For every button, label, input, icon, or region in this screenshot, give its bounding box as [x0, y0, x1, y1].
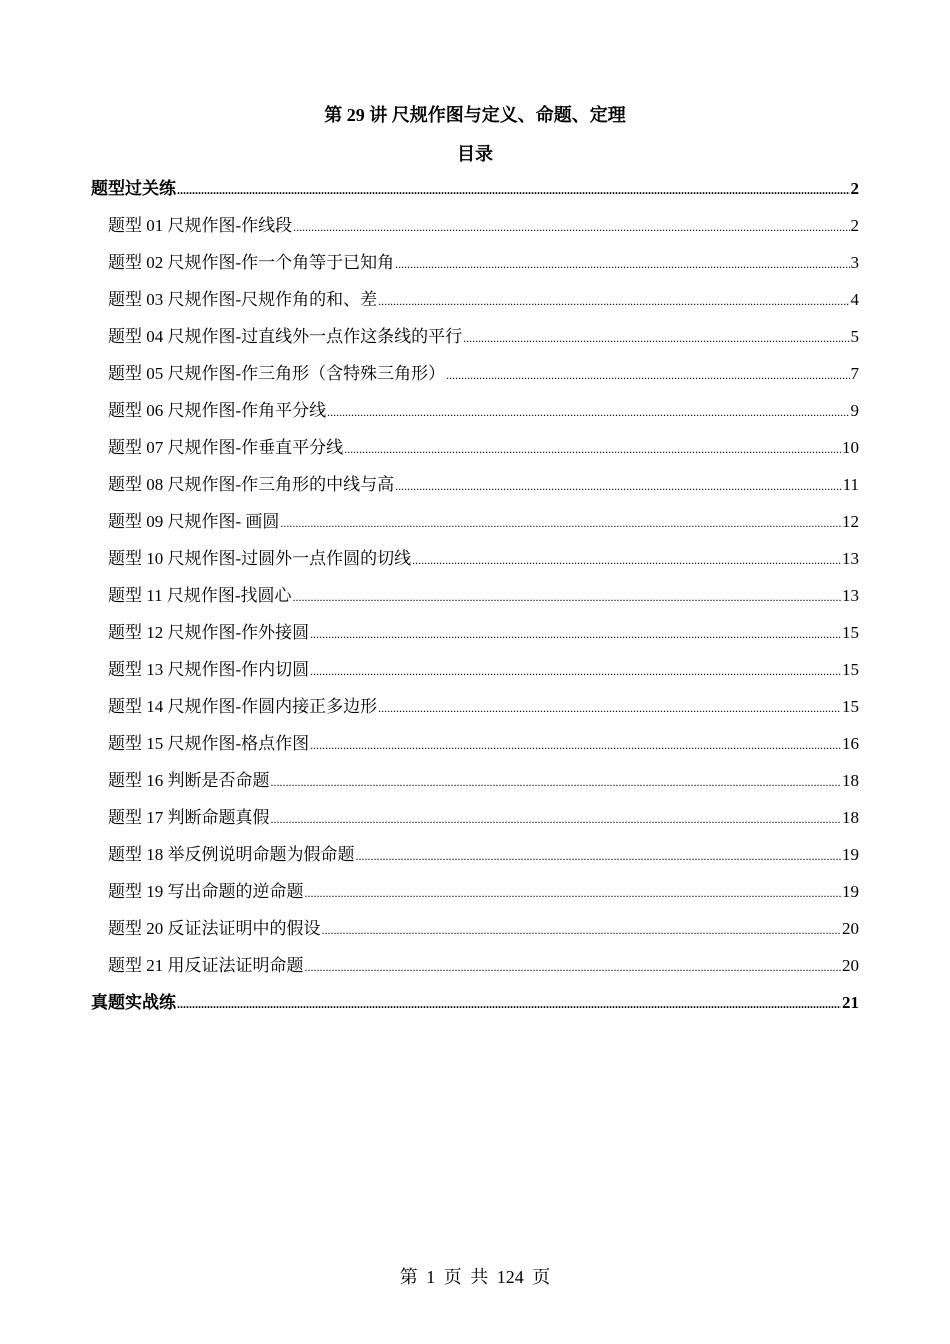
toc-page-number: 4	[850, 290, 859, 309]
table-of-contents	[91, 175, 859, 1026]
toc-dot-leader	[305, 952, 842, 981]
toc-entry[interactable]	[91, 767, 859, 804]
toc-dot-leader	[356, 841, 842, 870]
toc-dot-leader	[293, 212, 849, 241]
toc-entry-label: 题型 15 尺规作图-格点作图	[108, 734, 310, 753]
toc-entry-label: 题型 14 尺规作图-作圆内接正多边形	[108, 697, 378, 716]
toc-page-number: 20	[842, 956, 859, 975]
toc-entry[interactable]	[91, 841, 859, 878]
toc-page-number: 18	[842, 808, 859, 827]
toc-entry-label: 题型 17 判断命题真假	[108, 808, 270, 827]
toc-entry[interactable]	[91, 656, 859, 693]
toc-entry[interactable]	[91, 878, 859, 915]
toc-entry-label: 题型 21 用反证法证明命题	[108, 956, 304, 975]
toc-dot-leader	[177, 989, 841, 1018]
toc-entry[interactable]	[91, 397, 859, 434]
toc-page-number: 2	[850, 179, 859, 198]
toc-dot-leader	[177, 175, 850, 204]
toc-entry[interactable]	[91, 693, 859, 730]
toc-dot-leader	[463, 323, 849, 352]
toc-entry-label: 题型 11 尺规作图-找圆心	[108, 586, 292, 605]
toc-dot-leader	[293, 582, 841, 611]
toc-entry[interactable]	[91, 249, 859, 286]
toc-dot-leader	[305, 878, 842, 907]
toc-entry[interactable]	[91, 508, 859, 545]
toc-entry-label: 题型 16 判断是否命题	[108, 771, 270, 790]
toc-entry[interactable]	[91, 952, 859, 989]
toc-entry-label: 题型 03 尺规作图-尺规作角的和、差	[108, 290, 378, 309]
page-footer: 第 1 页 共 124 页	[399, 1267, 551, 1287]
toc-entry-label: 题型 13 尺规作图-作内切圆	[108, 660, 310, 679]
toc-dot-leader	[412, 545, 841, 574]
toc-heading: 目录	[457, 144, 493, 164]
toc-page-number: 7	[850, 364, 859, 383]
toc-dot-leader	[280, 508, 841, 537]
toc-page-number: 16	[842, 734, 859, 753]
toc-dot-leader	[378, 286, 849, 315]
toc-dot-leader	[395, 471, 841, 500]
toc-dot-leader	[310, 619, 841, 648]
toc-dot-leader	[395, 249, 849, 278]
toc-page-number: 2	[850, 216, 859, 235]
toc-page-number: 3	[850, 253, 859, 272]
toc-entry-label: 题型 08 尺规作图-作三角形的中线与高	[108, 475, 395, 494]
toc-section-entry[interactable]	[91, 989, 859, 1026]
toc-entry-label: 题型 20 反证法证明中的假设	[108, 919, 321, 938]
toc-page-number: 9	[850, 401, 859, 420]
toc-entry[interactable]	[91, 582, 859, 619]
toc-entry-label: 题型 01 尺规作图-作线段	[108, 216, 293, 235]
toc-page-number: 15	[842, 623, 859, 642]
toc-dot-leader	[271, 804, 842, 833]
toc-page-number: 20	[842, 919, 859, 938]
toc-entry[interactable]	[91, 434, 859, 471]
toc-dot-leader	[310, 656, 841, 685]
toc-entry[interactable]	[91, 804, 859, 841]
toc-entry-label: 题型 12 尺规作图-作外接圆	[108, 623, 310, 642]
toc-page-number: 19	[842, 845, 859, 864]
toc-page-number: 15	[842, 660, 859, 679]
toc-page-number: 13	[842, 586, 859, 605]
toc-dot-leader	[446, 360, 849, 389]
toc-page-number: 11	[842, 475, 859, 494]
toc-dot-leader	[378, 693, 841, 722]
toc-page-number: 10	[842, 438, 859, 457]
toc-entry[interactable]	[91, 915, 859, 952]
toc-entry[interactable]	[91, 286, 859, 323]
document-title: 第 29 讲 尺规作图与定义、命题、定理	[324, 105, 626, 125]
toc-entry-label: 题型 04 尺规作图-过直线外一点作这条线的平行	[108, 327, 463, 346]
toc-section-entry[interactable]	[91, 175, 859, 212]
toc-entry-label: 题型 18 举反例说明命题为假命题	[108, 845, 355, 864]
toc-page-number: 15	[842, 697, 859, 716]
toc-entry[interactable]	[91, 619, 859, 656]
toc-page-number: 13	[842, 549, 859, 568]
toc-page-number: 19	[842, 882, 859, 901]
toc-entry-label: 题型 19 写出命题的逆命题	[108, 882, 304, 901]
toc-entry-label: 题型 02 尺规作图-作一个角等于已知角	[108, 253, 395, 272]
toc-entry[interactable]	[91, 545, 859, 582]
toc-entry-label: 题型 06 尺规作图-作角平分线	[108, 401, 327, 420]
toc-dot-leader	[322, 915, 842, 944]
toc-page-number: 18	[842, 771, 859, 790]
toc-page-number: 21	[842, 993, 859, 1012]
toc-entry[interactable]	[91, 730, 859, 767]
toc-dot-leader	[327, 397, 849, 426]
toc-entry-label: 题型过关练	[91, 179, 176, 198]
toc-entry-label: 题型 09 尺规作图- 画圆	[108, 512, 280, 531]
toc-entry-label: 题型 05 尺规作图-作三角形（含特殊三角形）	[108, 364, 446, 383]
toc-page-number: 5	[850, 327, 859, 346]
toc-entry-label: 题型 07 尺规作图-作垂直平分线	[108, 438, 344, 457]
toc-entry[interactable]	[91, 360, 859, 397]
toc-dot-leader	[310, 730, 841, 759]
toc-entry[interactable]	[91, 323, 859, 360]
toc-entry[interactable]	[91, 212, 859, 249]
toc-dot-leader	[271, 767, 842, 796]
toc-entry-label: 真题实战练	[91, 993, 176, 1012]
toc-page-number: 12	[842, 512, 859, 531]
toc-entry[interactable]	[91, 471, 859, 508]
toc-dot-leader	[344, 434, 841, 463]
toc-entry-label: 题型 10 尺规作图-过圆外一点作圆的切线	[108, 549, 412, 568]
